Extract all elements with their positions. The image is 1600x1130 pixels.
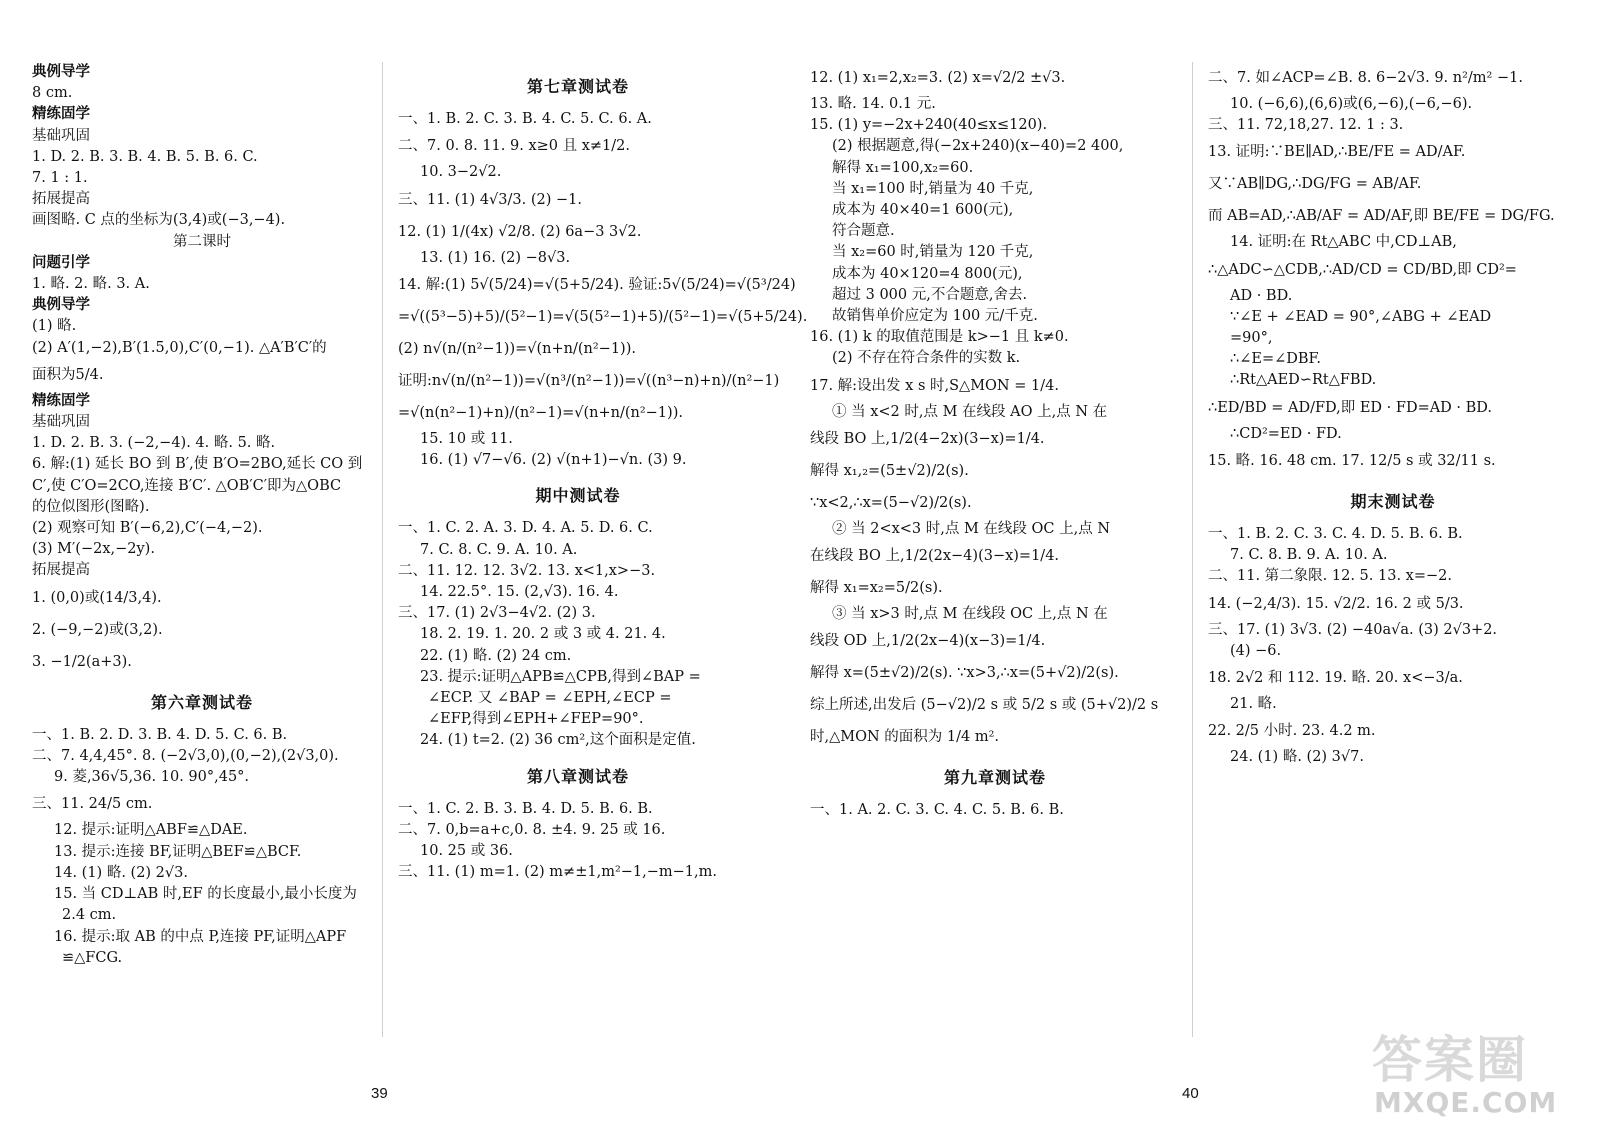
answer-line: 1. D. 2. B. 3. B. 4. B. 5. B. 6. C. [32,148,258,165]
column-divider [382,62,383,1037]
answer-line: 三、11. 24/5 cm. [32,796,153,813]
subsection-heading: 精练固学 [32,392,90,409]
watermark-logo [1372,1020,1587,1125]
answer-line: 基础巩固 [32,127,90,144]
answer-line: 18. 2. 19. 1. 20. 2 或 3 或 4. 21. 4. [420,626,666,643]
answer-line: 8 cm. [32,85,73,102]
answer-line: 时,△MON 的面积为 1/4 m². [810,729,1000,746]
answer-line: 16. (1) k 的取值范围是 k>−1 且 k≠0. [810,329,1069,346]
answer-line: (2) 根据题意,得(−2x+240)(x−40)=2 400, [832,138,1124,155]
answer-line: 10. (−6,6),(6,6)或(6,−6),(−6,−6). [1230,96,1473,112]
section-heading: 第七章测试卷 [526,77,629,96]
answer-line: 线段 BO 上,1/2(4−2x)(3−x)=1/4. [810,430,1045,447]
answer-line: 22. 2/5 小时. 23. 4.2 m. [1208,723,1376,740]
answer-line: 14. 22.5°. 15. (2,√3). 16. 4. [420,584,619,601]
answer-line: 当 x₁=100 时,销量为 40 千克, [832,180,1034,197]
answer-line: 23. 提示:证明△APB≌△CPB,得到∠BAP = [420,668,701,685]
answer-line: 3. −1/2(a+3). [32,653,132,670]
answer-line: 14. (1) 略. (2) 2√3. [54,864,188,881]
subsection-heading: 问题引学 [32,254,90,271]
answer-line: 15. (1) y=−2x+240(40≤x≤120). [810,117,1048,134]
answer-line: 解得 x₁,₂=(5±√2)/2(s). [810,462,969,479]
page-number-left: 39 [371,1085,388,1102]
answer-line: (3) M′(−2x,−2y). [32,541,155,558]
answer-line: 2.4 cm. [62,907,117,924]
section-heading: 期中测试卷 [535,486,621,506]
answer-line: 12. (1) 1/(4x) √2/8. (2) 6a−3 3√2. [398,223,642,240]
answer-line: 9. 菱,36√5,36. 10. 90°,45°. [54,769,250,786]
answer-line: ∵∠E + ∠EAD = 90°,∠ABG + ∠EAD [1230,308,1492,325]
answer-line: 二、11. 第二象限. 12. 5. 13. x=−2. [1208,568,1452,585]
answer-line: 13. (1) 16. (2) −8√3. [420,249,571,266]
answer-line: 画图略. C 点的坐标为(3,4)或(−3,−4). [32,212,286,229]
answer-line: 拓展提高 [32,191,90,208]
answer-line: 解得 x₁=100,x₂=60. [832,159,974,176]
answer-line: ∴Rt△AED∽Rt△FBD. [1230,372,1377,389]
answer-line: 面积为5/4. [32,366,104,383]
answer-line: 三、11. (1) 4√3/3. (2) −1. [398,191,582,208]
answer-line: 17. 解:设出发 x s 时,S△MON = 1/4. [810,377,1059,394]
answer-line: =90°, [1230,330,1273,347]
answer-line: 15. 略. 16. 48 cm. 17. 12/5 s 或 32/11 s. [1208,452,1496,469]
answer-line: 拓展提高 [32,562,90,579]
answer-line: 三、17. (1) 2√3−4√2. (2) 3. [398,605,596,622]
answer-line: 14. 证明:在 Rt△ABC 中,CD⊥AB, [1230,234,1457,251]
section-heading: 第六章测试卷 [150,692,253,712]
answer-line: 符合题意. [832,223,895,240]
answer-line: 2. (−9,−2)或(3,2). [32,621,163,638]
subsection-heading: 典例导学 [32,297,90,314]
answer-line: ≌△FCG. [62,949,123,966]
answer-line: (2) 观察可知 B′(−6,2),C′(−4,−2). [32,520,263,537]
answer-line: 超过 3 000 元,不合题意,舍去. [832,286,1028,303]
answer-line: (2) 不存在符合条件的实数 k. [832,350,1021,367]
answer-line: ∠ECP. 又 ∠BAP = ∠EPH,∠ECP = [428,690,672,707]
answer-line: C′,使 C′O=2CO,连接 B′C′. △OB′C′即为△OBC [32,477,342,494]
answer-line: 基础巩固 [32,414,90,431]
answer-line: (2) A′(1,−2),B′(1.5,0),C′(0,−1). △A′B′C′的 [32,339,327,356]
answer-line: 21. 略. [1230,696,1277,713]
answer-line: 13. 证明:∵BE∥AD,∴BE/FE = AD/AF. [1208,144,1466,161]
answer-line: 在线段 BO 上,1/2(2x−4)(3−x)=1/4. [810,548,1060,565]
answer-line: ① 当 x<2 时,点 M 在线段 AO 上,点 N 在 [832,403,1108,420]
section-heading: 第九章测试卷 [943,768,1046,788]
answer-line: 一、1. C. 2. B. 3. B. 4. D. 5. B. 6. B. [398,800,653,817]
answer-line: ② 当 2<x<3 时,点 M 在线段 OC 上,点 N [832,520,1111,537]
answer-line: 1. 略. 2. 略. 3. A. [32,276,150,293]
answer-line: 的位似图形(图略). [32,498,150,515]
answer-line: 一、1. C. 2. A. 3. D. 4. A. 5. D. 6. C. [398,520,653,537]
answer-line: 7. C. 8. C. 9. A. 10. A. [420,541,578,558]
answer-line: 二、11. 12. 12. 3√2. 13. x<1,x>−3. [398,562,656,579]
answer-line: 16. (1) √7−√6. (2) √(n+1)−√n. (3) 9. [420,452,687,469]
subsection-heading: 精练固学 [32,106,90,123]
answer-line: 24. (1) t=2. (2) 36 cm²,这个面积是定值. [420,732,696,749]
answer-line: 16. 提示:取 AB 的中点 P,连接 PF,证明△APF [54,928,347,945]
answer-line: =√((5³−5)+5)/(5²−1)=√(5(5²−1)+5)/(5²−1)=√(5+5/24). [398,308,808,325]
answer-line: 成本为 40×120=4 800(元), [832,265,1023,282]
answer-line: 10. 25 或 36. [420,843,513,860]
answer-line: 三、11. 72,18,27. 12. 1 : 3. [1208,117,1404,134]
answer-line: 13. 提示:连接 BF,证明△BEF≌△BCF. [54,843,302,860]
answer-line: ∴△ADC∽△CDB,∴AD/CD = CD/BD,即 CD²= [1208,261,1517,278]
answer-line: 7. 1 : 1. [32,170,88,187]
right-page-column-2 [1208,62,1578,768]
section-heading: 期末测试卷 [1350,491,1436,511]
answer-line: =√(n(n²−1)+n)/(n²−1)=√(n+n/(n²−1)). [398,404,683,421]
answer-line: 二、7. 0. 8. 11. 9. x≥0 且 x≠1/2. [398,138,630,155]
answer-line: 线段 OD 上,1/2(2x−4)(x−3)=1/4. [810,633,1046,650]
answer-line: (4) −6. [1230,642,1282,659]
subsection-heading: 典例导学 [32,64,90,80]
answer-line: 解得 x₁=x₂=5/2(s). [810,580,943,597]
answer-line: 12. 提示:证明△ABF≌△DAE. [54,822,248,839]
answer-line: 10. 3−2√2. [420,164,502,181]
page-number-right: 40 [1182,1085,1199,1102]
answer-line: 三、11. (1) m=1. (2) m≠±1,m²−1,−m−1,m. [398,864,717,881]
answer-line: 18. 2√2 和 112. 19. 略. 20. x<−3/a. [1208,670,1463,687]
answer-line: 二、7. 4,4,45°. 8. (−2√3,0),(0,−2),(2√3,0). [32,748,339,765]
section-heading: 第八章测试卷 [526,766,629,786]
answer-line: 22. (1) 略. (2) 24 cm. [420,647,572,664]
left-page-column-2 [398,62,808,884]
answer-line: 6. 解:(1) 延长 BO 到 B′,使 B′O=2BO,延长 CO 到 [32,456,363,473]
answer-line: 一、1. A. 2. C. 3. C. 4. C. 5. B. 6. B. [810,802,1064,819]
watermark-url: MXQE.COM [1374,1086,1558,1119]
answer-line: ∴CD²=ED · FD. [1230,425,1342,442]
answer-line: 又∵AB∥DG,∴DG/FG = AB/AF. [1208,176,1422,193]
answer-line: 1. (0,0)或(14/3,4). [32,589,162,606]
answer-line: AD · BD. [1230,287,1293,304]
lesson-title: 第二课时 [173,233,231,250]
answer-line: 13. 略. 14. 0.1 元. [810,96,936,112]
answer-line: 二、7. 如∠ACP=∠B. 8. 6−2√3. 9. n²/m² −1. [1208,70,1523,86]
answer-line: 14. (−2,4/3). 15. √2/2. 16. 2 或 5/3. [1208,595,1464,612]
answer-line: ③ 当 x>3 时,点 M 在线段 OC 上,点 N 在 [832,606,1108,623]
answer-line: 15. 当 CD⊥AB 时,EF 的长度最小,最小长度为 [54,886,357,903]
answer-line: 当 x₂=60 时,销量为 120 千克, [832,244,1034,261]
answer-line: (2) n√(n/(n²−1))=√(n+n/(n²−1)). [398,340,636,357]
answer-line: 成本为 40×40=1 600(元), [832,202,1014,219]
answer-line: 14. 解:(1) 5√(5/24)=√(5+5/24). 验证:5√(5/24)=√(5³/24) [398,276,796,293]
answer-line: ∴∠E=∠DBF. [1230,351,1321,368]
answer-line: 解得 x=(5±√2)/2(s). ∵x>3,∴x=(5+√2)/2(s). [810,665,1119,682]
right-page-column-1 [810,62,1180,822]
answer-line: 三、17. (1) 3√3. (2) −40a√a. (3) 2√3+2. [1208,621,1498,638]
answer-line: 证明:n√(n/(n²−1))=√(n³/(n²−1))=√((n³−n)+n)/(n²−1) [398,372,780,389]
answer-line: 故销售单价应定为 100 元/千克. [832,308,1038,325]
answer-line: 24. (1) 略. (2) 3√7. [1230,749,1364,766]
answer-line: ∠EFP,得到∠EPH+∠FEP=90°. [428,711,644,728]
answer-line: 7. C. 8. B. 9. A. 10. A. [1230,547,1388,564]
answer-line: ∴ED/BD = AD/FD,即 ED · FD=AD · BD. [1208,399,1493,416]
answer-line: 而 AB=AD,∴AB/AF = AD/AF,即 BE/FE = DG/FG. [1208,208,1555,225]
answer-line: 12. (1) x₁=2,x₂=3. (2) x=√2/2 ±√3. [810,70,1066,86]
answer-line: (1) 略. [32,318,77,335]
right-page [790,0,1600,1130]
column-divider [1192,62,1193,1037]
answer-line: 二、7. 0,b=a+c,0. 8. ±4. 9. 25 或 16. [398,822,666,839]
answer-line: 15. 10 或 11. [420,430,513,447]
answer-line: 1. D. 2. B. 3. (−2,−4). 4. 略. 5. 略. [32,435,276,452]
answer-line: 一、1. B. 2. C. 3. B. 4. C. 5. C. 6. A. [398,111,652,128]
answer-line: ∵x<2,∴x=(5−√2)/2(s). [810,494,972,511]
watermark-text: 答案圈 [1372,1031,1528,1089]
left-page-column-1 [32,62,372,969]
answer-line: 综上所述,出发后 (5−√2)/2 s 或 5/2 s 或 (5+√2)/2 s [810,697,1159,714]
answer-line: 一、1. B. 2. C. 3. C. 4. D. 5. B. 6. B. [1208,526,1463,543]
answer-line: 一、1. B. 2. D. 3. B. 4. D. 5. C. 6. B. [32,726,288,743]
